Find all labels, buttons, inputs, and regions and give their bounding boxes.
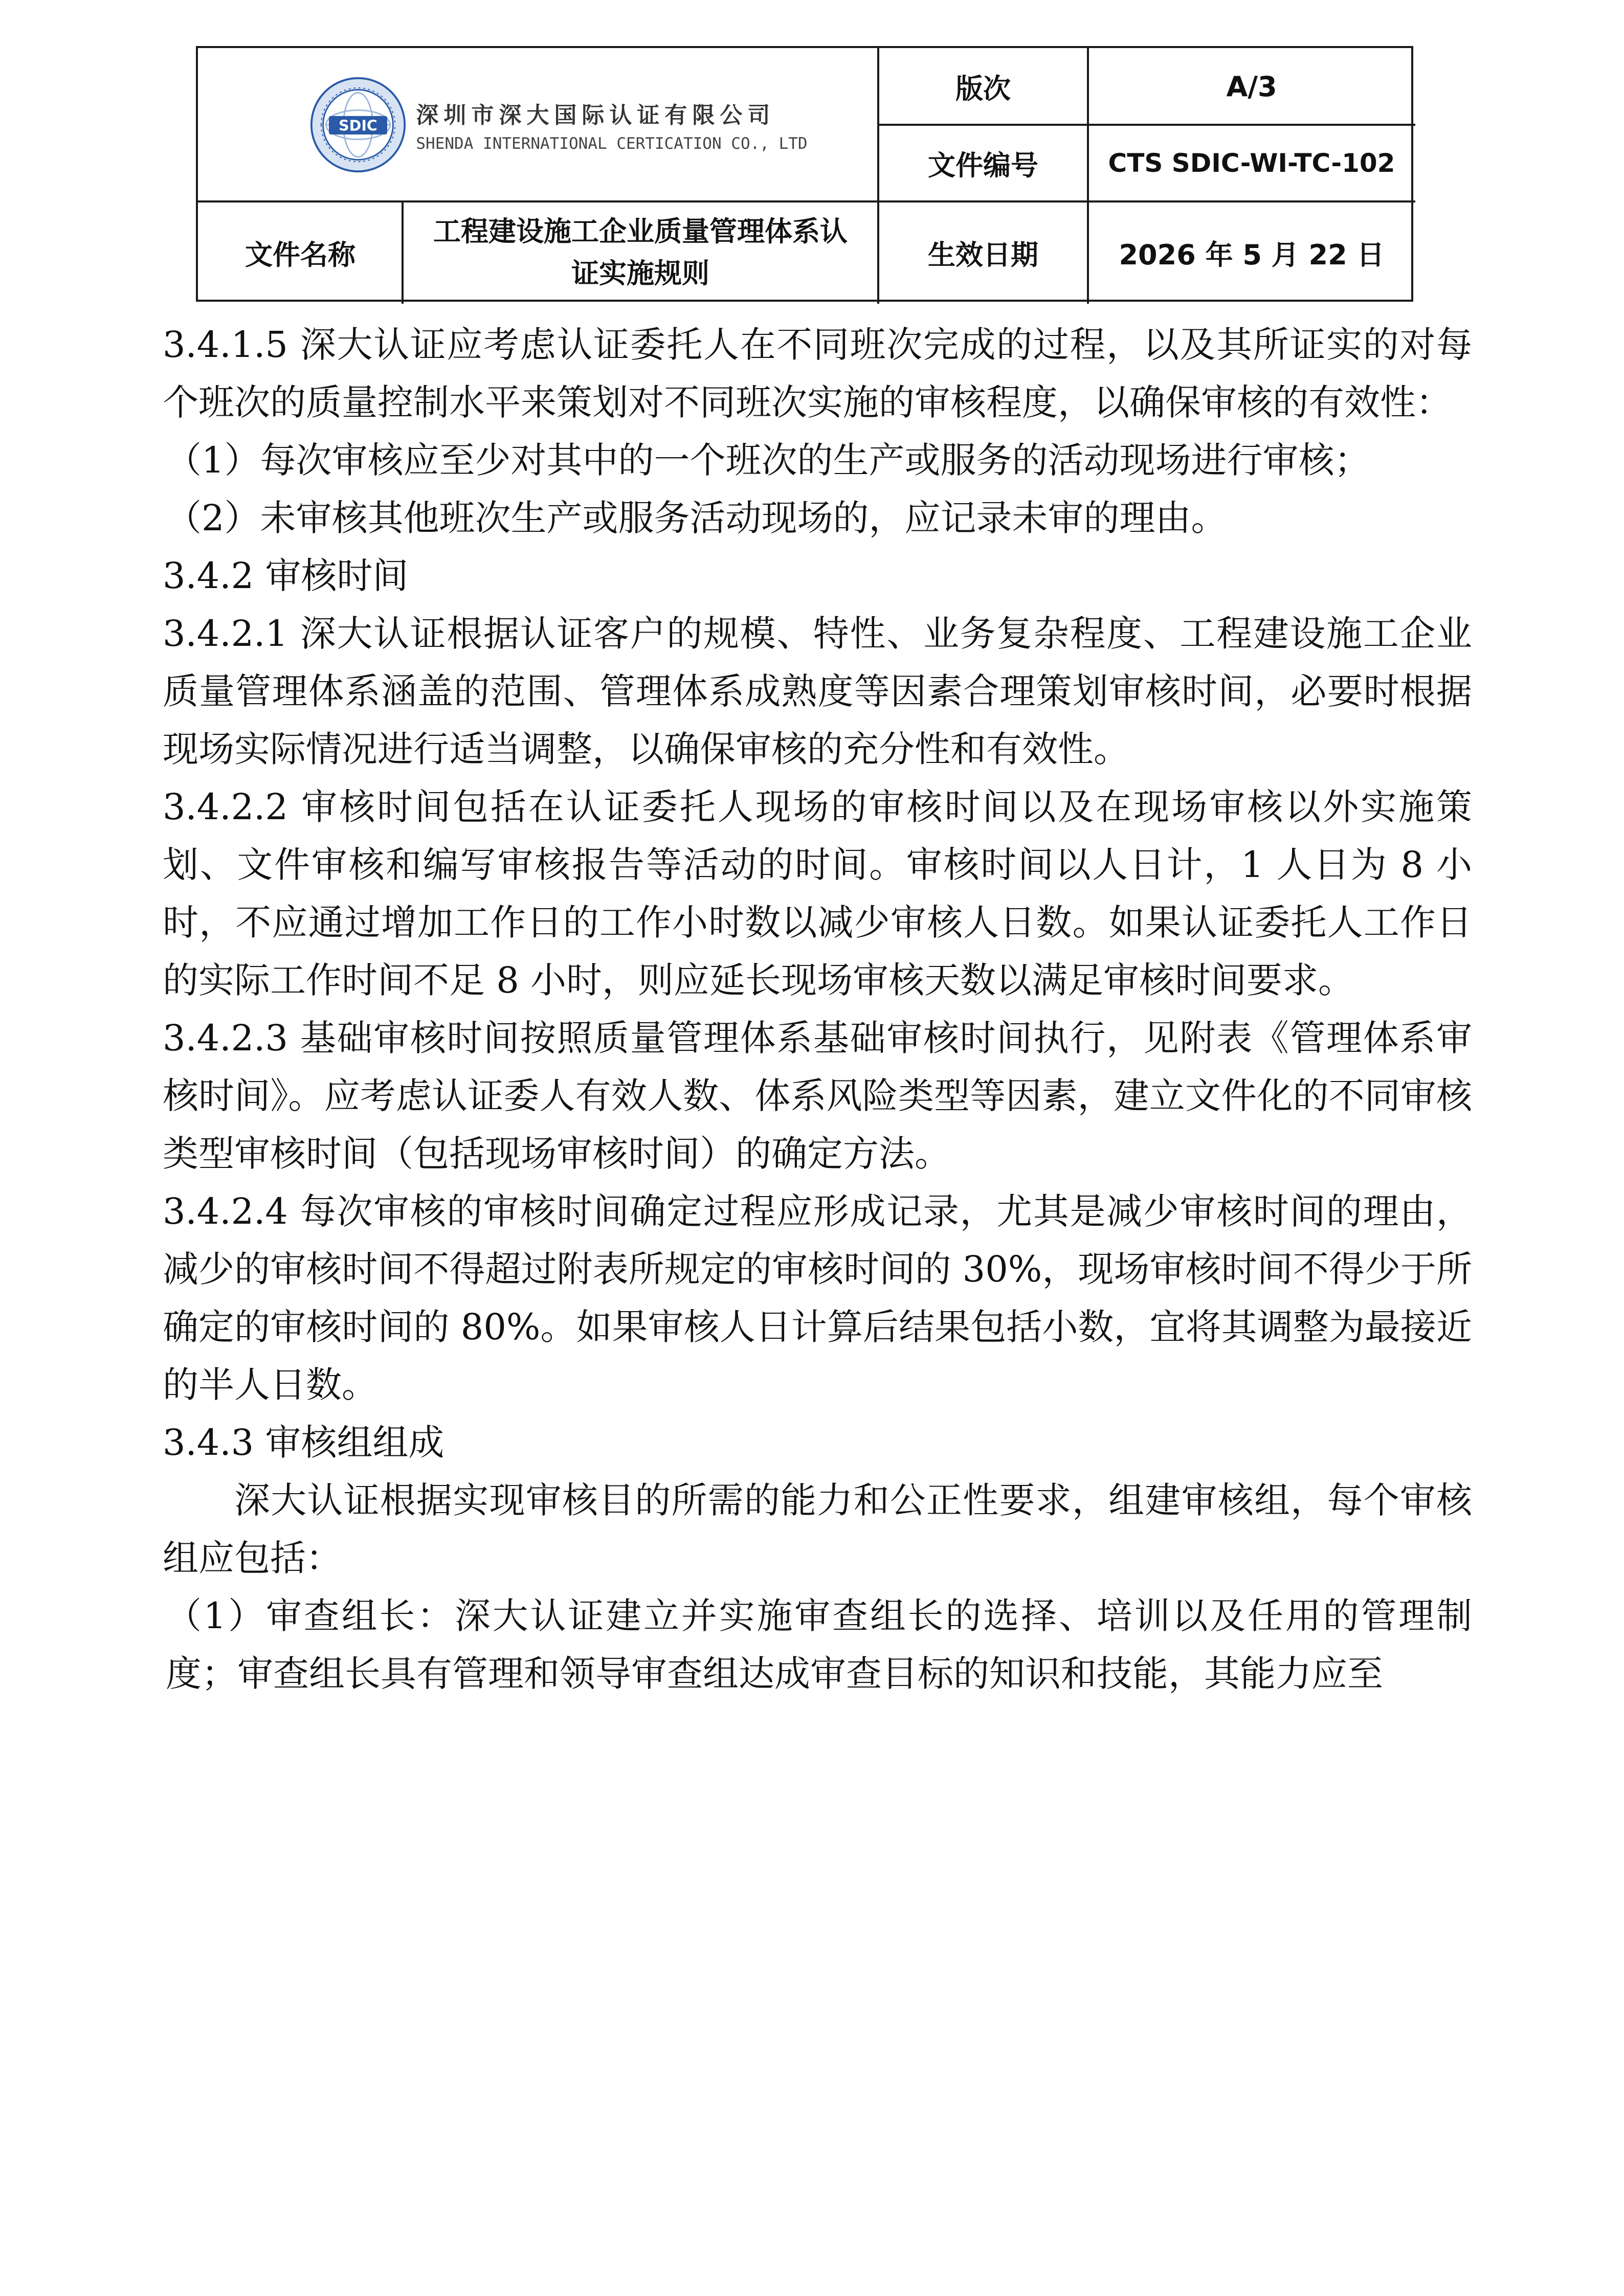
version-label: 版次	[955, 72, 1011, 105]
header-table	[196, 46, 1413, 302]
company-name-cn: 深圳市深大国际认证有限公司	[416, 102, 775, 128]
doc-name-label: 文件名称	[245, 238, 355, 271]
company-name-en: SHENDA INTERNATIONAL CERTICATION CO., LTD	[416, 134, 808, 153]
doc-name-value: 工程建设施工企业质量管理体系认证实施规则	[433, 215, 848, 289]
paragraph: 深大认证根据实现审核目的所需的能力和公正性要求，组建审核组，每个审核组应包括：	[163, 1479, 1472, 1579]
paragraph: 3.4.2.2 审核时间包括在认证委托人现场的审核时间以及在现场审核以外实施策划、文件审核和编写审核报告等活动的时间。审核时间以人日计，1 人日为 8 小时，不应通过增加工作日的工作小时数以减少审核人日数。如果认证委托人工作日的实际工作时间不足 8 小时，则应延长现场审核天数以满足审核时间要求。	[163, 786, 1472, 1001]
company-seal-icon	[309, 76, 407, 173]
doc-no-value: CTS SDIC-WI-TC-102	[1108, 148, 1395, 178]
list-item: （1）每次审核应至少对其中的一个班次的生产或服务的活动现场进行审核；	[166, 439, 1370, 481]
logo-abbr: SDIC	[339, 117, 378, 134]
section-heading: 3.4.3 审核组组成	[163, 1422, 444, 1464]
paragraph: 3.4.2.1 深大认证根据认证客户的规模、特性、业务复杂程度、工程建设施工企业质量管理体系涵盖的范围、管理体系成熟度等因素合理策划审核时间，必要时根据现场实际情况进行适当调整，以确保审核的充分性和有效性。	[163, 613, 1472, 770]
paragraph: 3.4.2.4 每次审核的审核时间确定过程应形成记录，尤其是减少审核时间的理由，减少的审核时间不得超过附表所规定的审核时间的 30%，现场审核时间不得少于所确定的审核时间的 80%。如果审核人日计算后结果包括小数，宜将其调整为最接近的半人日数。	[163, 1190, 1472, 1406]
paragraph: 3.4.1.5 深大认证应考虑认证委托人在不同班次完成的过程，以及其所证实的对每个班次的质量控制水平来策划对不同班次实施的审核程度，以确保审核的有效性：	[163, 324, 1472, 423]
document-body	[163, 316, 1472, 1703]
list-item: （1）审查组长：深大认证建立并实施审查组长的选择、培训以及任用的管理制度；审查组长具有管理和领导审查组达成审查目标的知识和技能，其能力应至	[166, 1595, 1472, 1695]
company-logo-cell	[198, 48, 878, 201]
version-value: A/3	[1226, 70, 1277, 103]
paragraph: 3.4.2.3 基础审核时间按照质量管理体系基础审核时间执行，见附表《管理体系审核时间》。应考虑认证委人有效人数、体系风险类型等因素，建立文件化的不同审核类型审核时间（包括现场审核时间）的确定方法。	[163, 1017, 1472, 1175]
section-heading: 3.4.2 审核时间	[163, 555, 409, 597]
doc-no-label: 文件编号	[928, 149, 1038, 182]
effective-date-label: 生效日期	[928, 238, 1038, 271]
list-item: （2）未审核其他班次生产或服务活动现场的，应记录未审的理由。	[166, 497, 1227, 539]
effective-date-value: 2026 年 5 月 22 日	[1119, 238, 1385, 271]
